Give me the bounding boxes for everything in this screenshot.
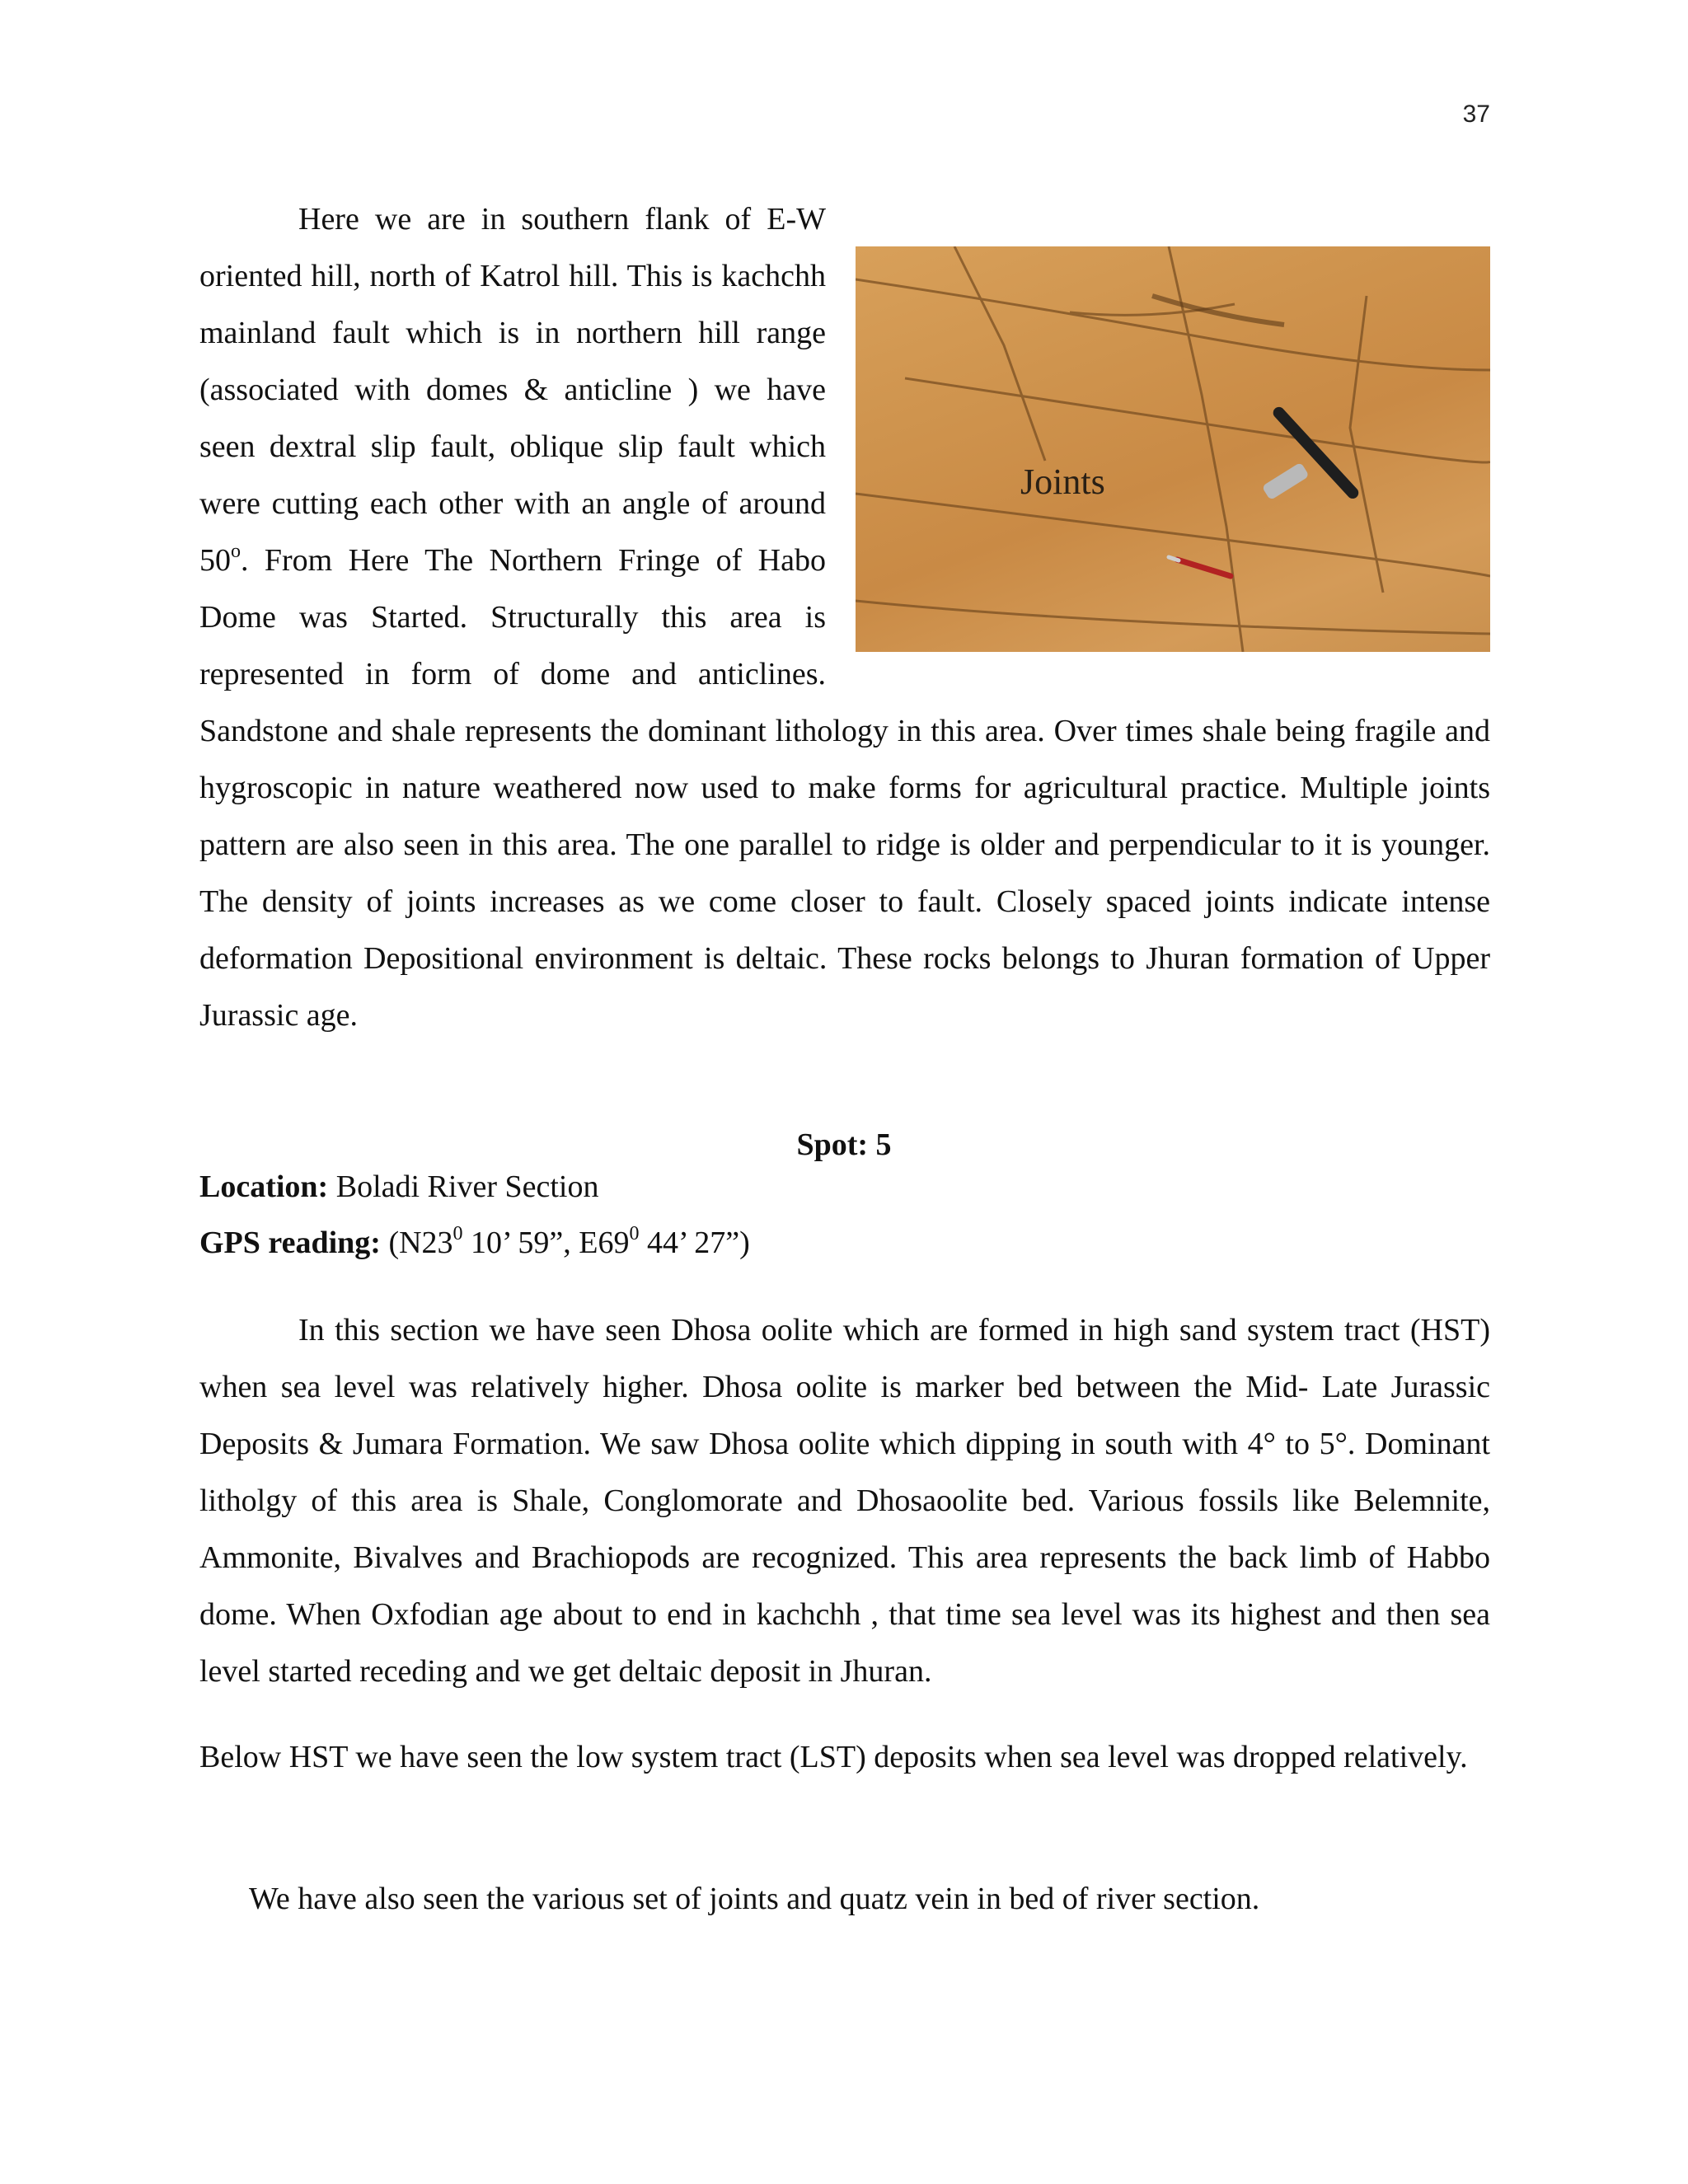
paragraph-lst: Below HST we have seen the low system tract (LST) deposits when sea level was dropped relatively. [199, 1740, 1468, 1774]
gps-line [199, 1225, 750, 1261]
gps-part2: 10’ 59”, E69 [462, 1226, 630, 1260]
paragraph-dhosa-oolite [199, 1302, 1490, 1700]
rock-surface-drawing [856, 246, 1490, 652]
gps-sup1: 0 [452, 1223, 463, 1245]
hammer-icon [1262, 413, 1364, 500]
gps-sup2: 0 [629, 1223, 640, 1245]
location-value: Boladi River Section [328, 1169, 599, 1204]
paragraph-text-part2: . From Here The Northern Fringe of Habo Dome was Started. Structurally this area is represented in form of dome and anticlines. Sandstone and shale represents the dominant lithology in this area. Over times shale being fragile and hygroscopic in nature weathered now used to make forms for agricultural practice. Multiple joints pattern are also seen in this area. The one parallel to ridge is older and perpendicular to it is younger. The density of joints increases as we come closer to fault. Closely spaced joints indicate intense deformation Depositional environment is deltaic. These rocks belongs to Jhuran formation of Upper Jurassic age. [199, 543, 1490, 1033]
page-number: 37 [1462, 101, 1490, 128]
paragraph-text: In this section we have seen Dhosa oolite which are formed in high sand system tract (HST) when sea level was relatively higher. Dhosa oolite is marker bed between the Mid- Late Jurassic Deposits & Jumara Formation. We saw Dhosa oolite which dipping in south with 4° to 5°. Dominant litholgy of this area is Shale, Conglomorate and Dhosaoolite bed. Various fossils like Belemnite, Ammonite, Bivalves and Brachiopods are recognized. This area represents the back limb of Habbo dome. When Oxfodian age about to end in kachchh , that time sea level was its highest and then sea level started receding and we get deltaic deposit in Jhuran. [199, 1313, 1490, 1689]
gps-part3: 44’ 27”) [639, 1226, 750, 1260]
gps-part1: (N23 [380, 1226, 453, 1260]
paragraph-text-part1: Here we are in southern flank of E-W oriented hill, north of Katrol hill. This is kachchh mainland fault which is in northern hill range (associated with domes & anticline ) we have seen dextral slip fault, oblique slip fault which were cutting each other with an angle of around 50 [199, 202, 826, 578]
paragraph-habo-dome [199, 191, 1490, 1044]
joints-label: Joints [1020, 462, 1105, 502]
gps-label: GPS reading: [199, 1226, 381, 1260]
pen-icon [1169, 557, 1231, 576]
joints-photo [856, 246, 1490, 652]
degree-mark: o [231, 541, 241, 563]
paragraph-joints: We have also seen the various set of joints and quatz vein in bed of river section. [249, 1882, 1260, 1916]
spot-title: Spot: 5 [796, 1127, 892, 1162]
location-label: Location: [199, 1169, 329, 1204]
location-line [199, 1169, 598, 1205]
